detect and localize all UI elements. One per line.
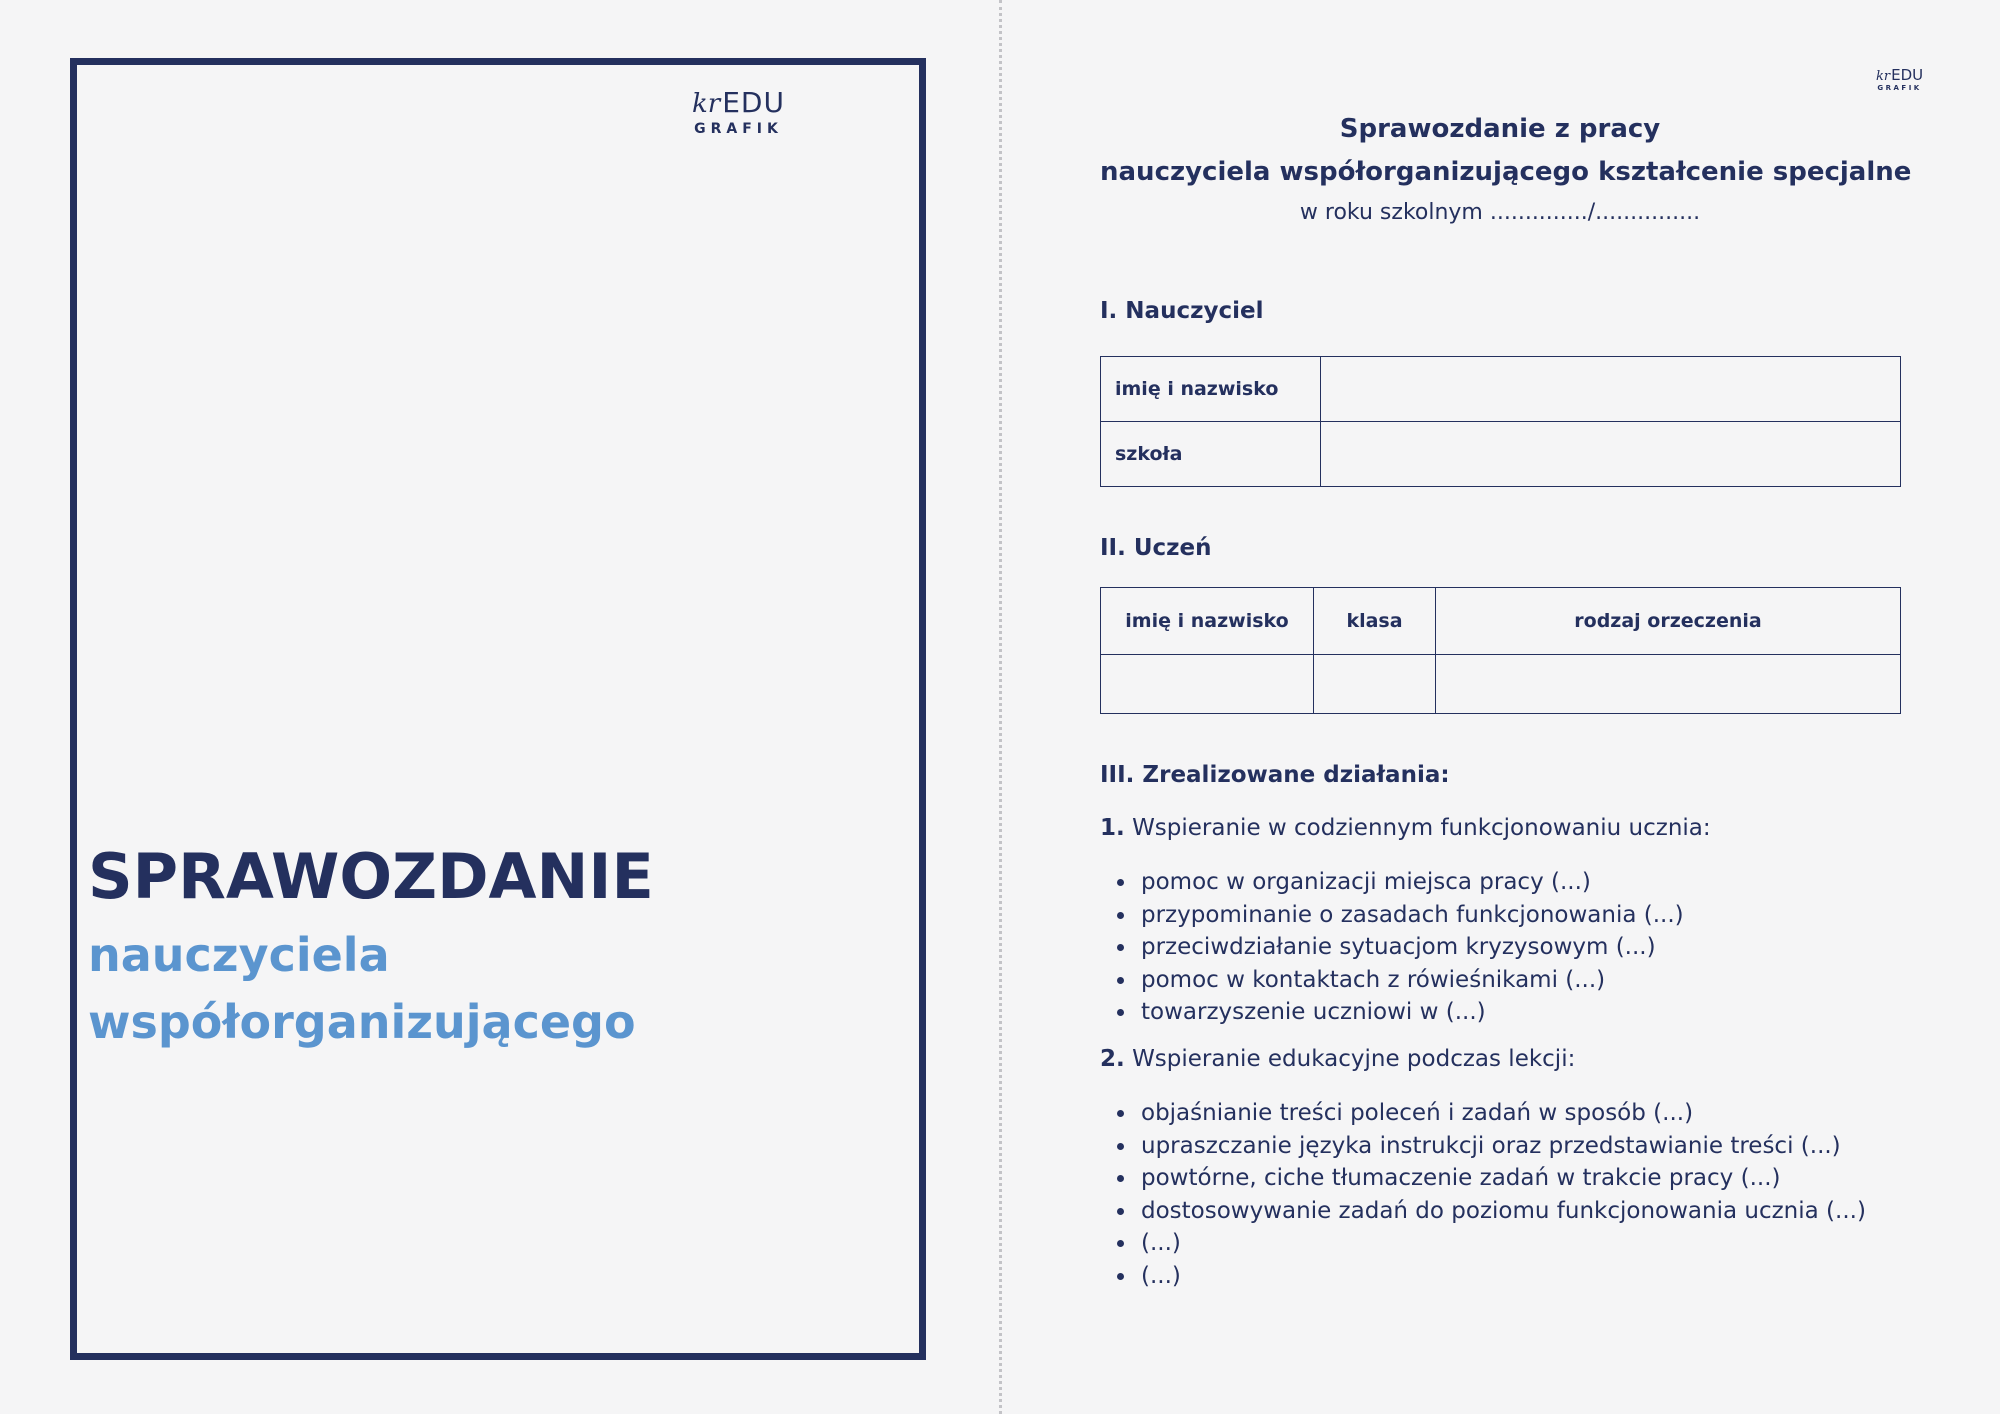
- bullet-icon: [1117, 1273, 1124, 1280]
- bullet-icon: [1117, 1208, 1124, 1215]
- logo-grafik: GRAFIK: [694, 121, 783, 137]
- list-item: powtórne, ciche tłumaczenie zadań w trakcie pracy (...): [1117, 1162, 1866, 1195]
- activity-group-2-heading: [1100, 1046, 1575, 1072]
- column-header-student-name: imię i nazwisko: [1101, 588, 1314, 655]
- activity-group-2-list: [1117, 1097, 1866, 1292]
- document-title-line1: Sprawozdanie z pracy: [1339, 114, 1661, 144]
- bullet-icon: [1117, 1110, 1124, 1117]
- document-title-line2: nauczyciela współorganizującego kształcenie specjalne: [1100, 157, 1912, 187]
- bullet-icon: [1117, 977, 1124, 984]
- list-item: przeciwdziałanie sytuacjom kryzysowym (...): [1117, 931, 1684, 964]
- logo-grafik: GRAFIK: [1877, 84, 1922, 92]
- list-item: pomoc w kontaktach z rówieśnikami (...): [1117, 964, 1684, 997]
- table-row: [1101, 655, 1901, 714]
- logo-signature: kr: [692, 89, 721, 119]
- teacher-table: [1100, 356, 1901, 487]
- table-row: [1101, 357, 1901, 422]
- table-header-row: [1101, 588, 1901, 655]
- cover-title: SPRAWOZDANIE: [88, 840, 654, 913]
- list-item: (...): [1117, 1227, 1866, 1260]
- logo-cover: [692, 86, 785, 137]
- bullet-icon: [1117, 1009, 1124, 1016]
- bullet-icon: [1117, 944, 1124, 951]
- page-divider: [999, 0, 1002, 1414]
- section-student-heading: II. Uczeń: [1100, 535, 1212, 561]
- activity-group-number: 2.: [1100, 1046, 1125, 1072]
- list-item: (...): [1117, 1260, 1866, 1293]
- list-item: upraszczanie języka instrukcji oraz przedstawianie treści (...): [1117, 1130, 1866, 1163]
- list-item: dostosowywanie zadań do poziomu funkcjonowania ucznia (...): [1117, 1195, 1866, 1228]
- teacher-name-label: imię i nazwisko: [1101, 357, 1321, 422]
- certificate-type-field[interactable]: [1436, 655, 1901, 714]
- school-label: szkoła: [1101, 422, 1321, 487]
- bullet-icon: [1117, 879, 1124, 886]
- section-activities-heading: III. Zrealizowane działania:: [1100, 762, 1450, 788]
- section-teacher-heading: I. Nauczyciel: [1100, 298, 1264, 324]
- activity-group-1-list: [1117, 866, 1684, 1029]
- activity-group-1-heading: [1100, 815, 1711, 841]
- bullet-icon: [1117, 1240, 1124, 1247]
- logo-edu: EDU: [722, 86, 785, 119]
- list-item: przypominanie o zasadach funkcjonowania (...): [1117, 899, 1684, 932]
- logo-edu: EDU: [1891, 66, 1924, 84]
- school-year-line: w roku szkolnym ............../...............: [1299, 200, 1701, 225]
- teacher-name-field[interactable]: [1321, 357, 1901, 422]
- column-header-certificate-type: rodzaj orzeczenia: [1436, 588, 1901, 655]
- student-name-field[interactable]: [1101, 655, 1314, 714]
- column-header-class: klasa: [1314, 588, 1436, 655]
- logo-signature: kr: [1876, 69, 1891, 84]
- cover-subtitle-line1: nauczyciela: [88, 928, 390, 982]
- school-field[interactable]: [1321, 422, 1901, 487]
- bullet-icon: [1117, 1175, 1124, 1182]
- list-item: pomoc w organizacji miejsca pracy (...): [1117, 866, 1684, 899]
- activity-group-label: Wspieranie edukacyjne podczas lekcji:: [1132, 1046, 1576, 1072]
- list-item: towarzyszenie uczniowi w (...): [1117, 996, 1684, 1029]
- class-field[interactable]: [1314, 655, 1436, 714]
- cover-subtitle: [88, 922, 636, 1056]
- cover-page: [70, 58, 926, 1360]
- bullet-icon: [1117, 912, 1124, 919]
- table-row: [1101, 422, 1901, 487]
- activity-group-number: 1.: [1100, 815, 1125, 841]
- list-item: objaśnianie treści poleceń i zadań w sposób (...): [1117, 1097, 1866, 1130]
- student-table: [1100, 587, 1901, 714]
- activity-group-label: Wspieranie w codziennym funkcjonowaniu ucznia:: [1132, 815, 1711, 841]
- cover-subtitle-line2: współorganizującego: [88, 995, 636, 1049]
- logo-form: [1876, 66, 1923, 92]
- bullet-icon: [1117, 1143, 1124, 1150]
